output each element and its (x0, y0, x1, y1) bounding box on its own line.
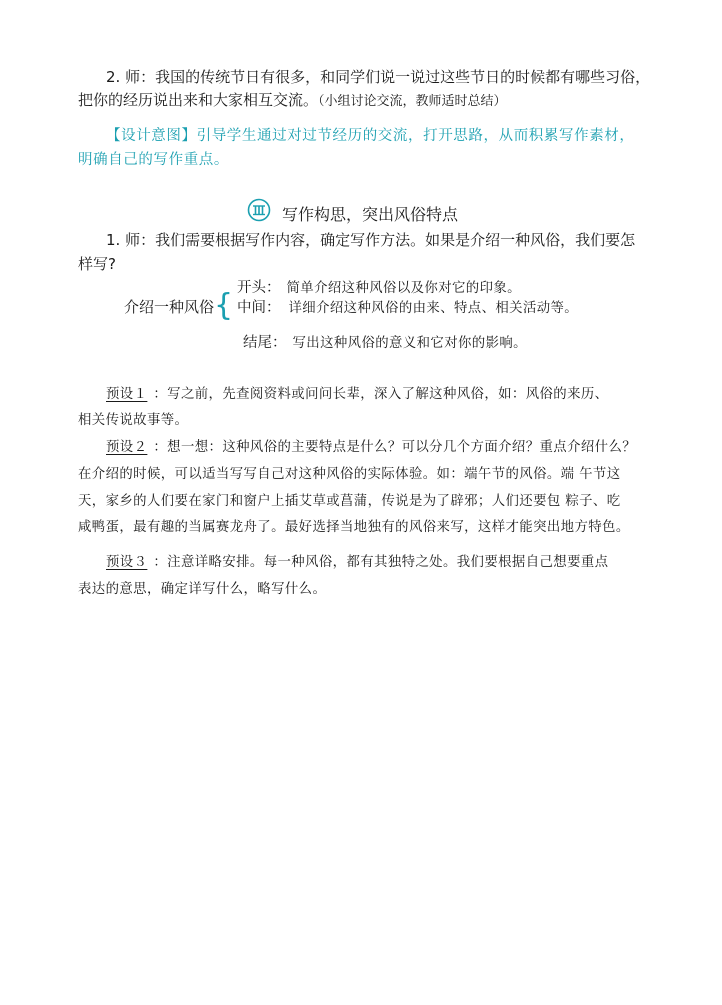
preset-1-line-2: 相关传说故事等。 (78, 413, 189, 428)
outline-item-opening (237, 276, 521, 297)
design-intent-line-1: 【设计意图】引导学生通过对过节经历的交流，打开思路，从而积累写作素材， (106, 128, 635, 144)
preset-label: 预设１ (106, 387, 148, 402)
outline-item-ending (243, 331, 527, 352)
roman-numeral-three-icon (247, 198, 271, 222)
preset-3-line-1 (106, 551, 608, 570)
outline-label: 结尾： (243, 335, 287, 351)
preset-label: 预设２ (106, 440, 148, 455)
intro-line-1: 2. 师：我国的传统节日有很多，和同学们说一说过这些节日的时候都有哪些习俗， (106, 68, 651, 86)
preset-label: 预设３ (106, 555, 148, 570)
design-intent-line-2: 明确自己的写作重点。 (78, 152, 229, 168)
preset-2-line-1 (106, 436, 636, 455)
intro-line-2 (78, 89, 507, 110)
outline-label: 开头： (237, 280, 281, 296)
preset-text: ：写之前，先查阅资料或问问长辈，深入了解这种风俗，如：风俗的来历、 (153, 387, 609, 402)
brace-icon: { (214, 288, 234, 323)
preset-1-line-1 (106, 383, 608, 402)
outline-text: 写出这种风俗的意义和它对你的影响。 (292, 336, 527, 351)
preset-2-line-3: 天，家乡的人们要在家门和窗户上插艾草或菖蒲，传说是为了辟邪；人们还要包 粽子、吃 (78, 494, 621, 509)
preset-2-line-2: 在介绍的时候，可以适当写写自己对这种风俗的实际体验。如：端午节的风俗。端 午节这 (78, 467, 621, 482)
outline-root: 介绍一种风俗 (124, 298, 215, 316)
intro-line-2-text: 把你的经历说出来和大家相互交流。 (78, 91, 319, 109)
intro-note: （小组讨论交流，教师适时总结） (318, 94, 507, 109)
preset-text: ：注意详略安排。每一种风俗，都有其独特之处。我们要根据自己想要重点 (153, 555, 609, 570)
outline-text: 简单介绍这种风俗以及你对它的印象。 (286, 281, 521, 296)
preset-text: ：想一想：这种风俗的主要特点是什么？可以分几个方面介绍？重点介绍什么？ (153, 440, 637, 455)
question-line-2: 样写? (78, 255, 116, 273)
section-title: 写作构思，突出风俗特点 (282, 205, 459, 224)
outline-label: 中间： (237, 300, 281, 316)
preset-2-line-4: 咸鸭蛋，最有趣的当属赛龙舟了。最好选择当地独有的风俗来写，这样才能突出地方特色。 (78, 520, 630, 535)
preset-3-line-2: 表达的意思，确定详写什么，略写什么。 (78, 582, 327, 597)
question-line-1: 1. 师：我们需要根据写作内容，确定写作方法。如果是介绍一种风俗，我们要怎 (106, 231, 636, 249)
outline-text: 详细介绍这种风俗的由来、特点、相关活动等。 (288, 301, 579, 316)
outline-item-middle (237, 296, 578, 317)
